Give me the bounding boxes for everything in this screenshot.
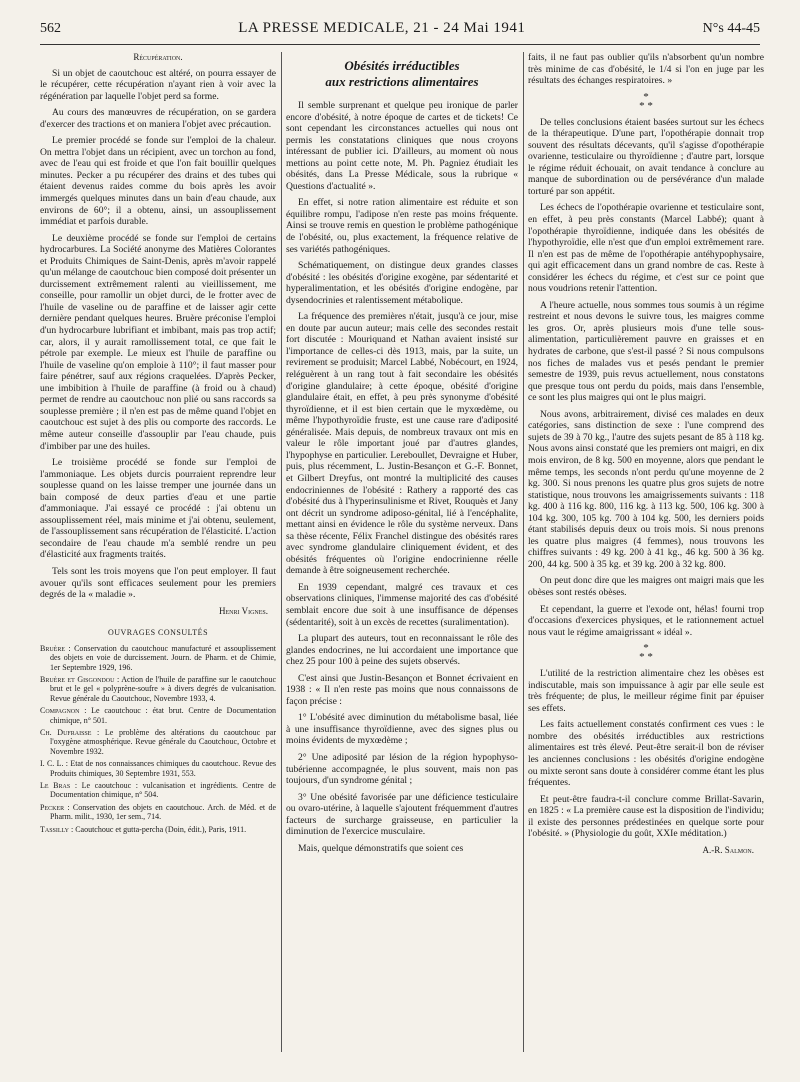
reference-text: : Etat de nos connaissances chimiques du caoutchouc. Revue des Produits chimiques, 30 Septembre 1931, 553.	[50, 759, 277, 778]
reference-text: : Conservation des objets en caoutchouc. Arch. de Méd. et de Pharm. milit., 1930, 1er sem., 714.	[50, 802, 276, 822]
reference-author: Compagnon	[40, 706, 80, 716]
reference-author: Ch. Dufraisse	[40, 727, 92, 737]
column-middle	[286, 52, 518, 859]
paragraph: Au cours des manœuvres de récupération, on se gardera d'exercer des tractions et on maniera l'objet avec précaution.	[40, 107, 276, 130]
reference-item	[40, 706, 276, 725]
paragraph: Si un objet de caoutchouc est altéré, on pourra essayer de le récupérer, cette récupération n'ayant rien à voir avec la régénération par laquelle l'objet perd sa forme.	[40, 67, 276, 102]
references-heading: OUVRAGES CONSULTÉS	[107, 628, 209, 638]
reference-item	[40, 825, 276, 834]
paragraph: 3° Une obésité favorisée par une déficience testiculaire ou ovaro-utérine, à laquelle s'ajoutent fréquemment d'autres facteurs de surcharge graisseuse, en particulier la diminution de l'exercice musculaire.	[286, 791, 518, 838]
paragraph: De telles conclusions étaient basées surtout sur les échecs de la thérapeutique. D'une part, l'opothérapie donnait trop souvent des résultats décevants, qu'il s'agisse d'opothérapie ovarienne, testiculaire ou thyroïdienne ; d'autre part, lorsque le régime réduit échouait, on avait tendance à conclure au manque de subordination ou de persévérance d'un malade torturé par son appétit.	[528, 116, 764, 197]
separator-stars: * *	[639, 99, 653, 112]
paragraph: En effet, si notre ration alimentaire est réduite et son équilibre rompu, l'adipose n'en reste pas moins fréquente. Ainsi se trouve remis en question le problème pathogénique de l'obésité, ou, plus exactement, la fréquence relative de ses variétés pathogéniques.	[286, 197, 518, 255]
paragraph: Mais, quelque démonstratifs que soient ces	[298, 842, 464, 854]
reference-item	[40, 675, 276, 703]
reference-text: : Le problème des altérations du caoutchouc par l'oxygène atmosphérique. Revue générale du Caoutchouc, Octobre et Novembre 1932.	[50, 727, 276, 756]
paragraph: Le troisième procédé se fonde sur l'emploi de l'ammoniaque. Les objets durcis pourraient reprendre leur souplesse quand on les laisse tremper une journée dans un bain composé de deux parties d'eau et une partie d'ammoniaque. J'ai essayé ce procédé : j'ai obtenu un assouplissement réel, mais minime et j'ai obtenu, seulement, de l'assouplissement sans récupération de l'élasticité. L'action secondaire de l'eau chaude m'a semblé rendre un peu d'élasticité aux fragments traités.	[40, 457, 276, 561]
section-separator	[528, 90, 764, 112]
separator-star: *	[643, 642, 649, 655]
article-title-line: aux restrictions alimentaires	[325, 74, 479, 89]
page-number: 562	[40, 21, 61, 36]
page-header	[40, 20, 760, 45]
reference-text: : Le caoutchouc : état brut. Centre de Documentation chimique, n° 501.	[50, 706, 276, 725]
paragraph: 1° L'obésité avec diminution du métabolisme basal, liée à une insuffisance thyroïdienne, avec des signes plus ou moins évidents de myxœdème ;	[286, 712, 518, 747]
paragraph: Les échecs de l'opothérapie ovarienne et testiculaire sont, en effet, à peu près constants (Marcel Labbé); quant à l'opothérapie thyroïdienne, indiquée dans les obésités de l'hypothyroïdie, elle n'est que d'un emploi extrêmement rare. Il n'en est pas de même de l'opothérapie antéhypophysaire, qui agit efficacement dans un grand nombre de cas. Reste à considérer les échecs du régime, et c'est sur ce point que nous voudrions retenir l'attention.	[528, 202, 764, 295]
column-divider	[281, 52, 282, 1052]
paragraph: Les faits actuellement constatés confirment ces vues : le nombre des obésités irréductibles aux restrictions alimentaires est très élevé. Peut-être serait-il bon de réviser les anciennes conclusions : les obésités d'origine endogène ou mixte seront sans doute à considérer comme étant les plus fréquentes.	[528, 719, 764, 789]
paragraph: 2° Une adiposité par lésion de la région hypophyso-tubérienne accompagnée, le plus souvent, mais non pas toujours, d'un syndrome génital ;	[286, 751, 518, 787]
reference-text: : Caoutchouc et gutta-percha (Doin, édit.), Paris, 1911.	[68, 824, 247, 834]
reference-author: Bruère et Gisgondou	[40, 674, 115, 684]
reference-item	[40, 781, 276, 800]
reference-text: : Conservation du caoutchouc manufacturé et assouplissement des objets en voie de durcissement. Journ. de Pharm. et de Chimie, 1er Septembre 1929, 196.	[50, 643, 276, 672]
paragraph: Nous avons, arbitrairement, divisé ces malades en deux catégories, sans distinction de sexe : l'une comprend des sujets de 39 à 70 kg., l'autre des sujets pesant de 85 à 118 kg. Nous avons ainsi constaté que les premiers ont maigri, en dix mois environ, de 8 kg. 500 en moyenne, alors que pendant le même temps, les seconds n'ont perdu qu'une moyenne de 2 kg. 300. Si nous prenons les quatre plus gros sujets de notre statistique, nous trouvons les amaigrissements suivants : 118 kg. 400 à 116 kg. 800, 116 kg. à 113 kg. 500, 106 kg. 300 à 104 kg. 300, 105 kg. 700 à 104 kg. 500, les derniers poids étant stabilisés depuis deux ou trois mois. Si nous prenons les quatre plus maigres (4 femmes), nous trouvons les chiffres suivants : 49 kg. 200 à 41 kg., 46 kg. 500 à 36 kg. 200, 44 kg. 500 à 35 kg. et 39 kg. 200 à 32 kg. 800.	[528, 408, 764, 570]
paragraph: Le premier procédé se fonde sur l'emploi de la chaleur. On mettra l'objet dans un récipient, avec un torchon au fond, avec de l'eau qui est froide et que l'on fait bouillir quelques minutes. Pecker a pu récupérer des drains et des tubes qui étaient devenus raides comme du bois après les avoir immergés quelques minutes dans un bain d'eau chaude, aux environs de 60°; il a obtenu, ainsi, un assouplissement immédiat et parfois durable.	[40, 135, 276, 228]
separator-star: *	[643, 90, 649, 103]
reference-text: : Action de l'huile de paraffine sur le caoutchouc brut et le gel « polyprène-soufre » à divers degrés de vulcanisation. Revue générale du Caoutchouc, Novembre 1933, 4.	[50, 674, 276, 703]
paragraph: La plupart des auteurs, tout en reconnaissant le rôle des glandes endocrines, ne lui accordaient une importance que chez 25 pour 100 à peine des sujets observés.	[286, 633, 518, 668]
paragraph: Et peut-être faudra-t-il conclure comme Brillat-Savarin, en 1825 : « La première cause est la disposition de l'individu; il existe des personnes prédestinées en quelque sorte pour l'obésité. » (Physiologie du goût, XXIe méditation.)	[528, 793, 764, 840]
paragraph: L'utilité de la restriction alimentaire chez les obèses est indiscutable, mais son impuissance à agir par elle seule est très fréquente; de plus, le meilleur régime finit par épuiser ses effets.	[528, 668, 764, 714]
section-separator	[528, 644, 764, 662]
paragraph: faits, il ne faut pas oublier qu'ils n'absorbent qu'un nombre très minime de cas d'obésité, le 1/4 si l'on en juge par les résultats des échanges respiratoires. »	[528, 52, 764, 87]
paragraph: Schématiquement, on distingue deux grandes classes d'obésité : les obésités d'origine exogène, par sédentarité et hyperalimentation, et les obésités d'origine endogène, par dysendocrinies et ralentissement métabolique.	[286, 260, 518, 306]
section-subhead: Récupération.	[133, 52, 183, 62]
journal-title: LA PRESSE MEDICALE, 21 - 24 Mai 1941	[238, 20, 526, 36]
reference-author: Le Bras	[40, 780, 71, 790]
article-title	[286, 58, 518, 90]
paragraph: Le deuxième procédé se fonde sur l'emploi de certains hydrocarbures. La Société anonyme des Matières Colorantes et Produits Chimiques de Saint-Denis, après m'avoir rappelé qu'un mélange de caoutchouc bien composé doit présenter un durcissement extrêmement ralenti au vieillissement, me conseille, pour ramollir un objet durci, de le frotter avec de l'huile de vaseline ou de paraffine et de laisser agir cette dernière pendant quelques heures. Bruère préconise l'emploi d'un hydrocarbure lubrifiant et imbibant, mais pas trop actif; car, alors, il y aurait ramollissement total, ce que fait le pétrole par exemple. Le mieux est l'huile de paraffine ou l'huile de vaseline qu'on emploie à 110°; il faut masser pour faire pénétrer, sauf aux régions craquelées. D'après Pecker, une imbibition à l'huile de paraffine (à froid ou à chaud) permet de rendre au caoutchouc non plié ou sans raccords sa souplesse première ; il n'en est pas de même quand l'objet en caoutchouc est sujet à des plis ou comporte des raccords. Le même auteur conseille d'assouplir par l'eau chaude, puis d'imbiber par une des huiles.	[40, 232, 276, 452]
reference-author: Tassilly	[40, 824, 69, 834]
paragraph: La fréquence des premières n'était, jusqu'à ce jour, mise en doute par aucun auteur; mais celle des secondes restait fort discutée : Mouriquand et Nathan avaient insisté sur l'importance de celles-ci dès 1913, mais, par la suite, un revirement se produisit; Marcel Labbé, Nobécourt, en 1924, reléguèrent à un rang tout à fait secondaire les obésités d'origine glandulaire; à cette époque, obésité d'origine glandulaire était, en effet, à peu près synonyme d'obésité thyroïdienne, et il est bien certain que le myxœdème, ou même l'hypothyroïdie fruste, est une cause rare d'adiposité généralisée. Mais depuis, de nombreux travaux ont mis en valeur le rôle important joué par d'autres glandes, l'hypophyse en particulier. Lereboullet, Devraigne et Huber, puis, plus récemment, L. Justin-Besançon et G.-F. Bonnet, et Gilbert Dreyfus, ont montré la multiplicité des causes endocriniennes de l'obésité : Rathery a rapporté des cas d'obésité dus à l'hyperinsulinisme et Rivet, Rouquès et Jany ont décrit un syndrome adiposo-génital, lié à l'encéphalite, mettant ainsi en évidence le rôle du système nerveux. Dans sa thèse récente, Félix Franchel distingue des obésités rares avec syndrome glandulaire cliniquement évident, et des obésités fréquentes où l'origine endocrinienne réelle demande à être soigneusement recherchée.	[286, 311, 518, 577]
paragraph: Et cependant, la guerre et l'exode ont, hélas! fourni trop d'occasions d'exercices physiques, et le rationnement actuel nous vaut le régime amaigrissant « idéal ».	[528, 603, 764, 638]
paragraph: Il semble surprenant et quelque peu ironique de parler encore d'obésité, à notre époque de cartes et de tickets! Ce sont cependant les circonstances actuelles qui nous ont permis les constatations cliniques que nous croyons intéressant de publier ici. D'ailleurs, au moment où nous mettions au point cette note, M. Ph. Pagniez étudiait les obésités, dans La Presse Médicale, sous la rubrique « Questions d'actualité ».	[286, 100, 518, 192]
paragraph: A l'heure actuelle, nous sommes tous soumis à un régime restreint et nous devons le suivre tous, les maigres comme les gros. Or, après plusieurs mois d'une telle sous-alimentation, particulièrement pauvre en graisses et en hydrates de carbone, que s'est-il passé ? Si nous compulsons nos fiches de malades vus et pesés pendant le premier semestre de 1939, puis revus actuellement, nous constatons que presque tous ont perdu du poids, mais dans l'ensemble, ce sont les plus maigres qui ont le plus maigri.	[528, 299, 764, 404]
reference-item	[40, 803, 276, 822]
paragraph: Tels sont les trois moyens que l'on peut employer. Il faut avouer qu'ils sont efficaces seulement pour les premiers degrés de la « maladie ».	[40, 565, 276, 601]
reference-author: Bruère	[40, 643, 66, 653]
issue-number: N°s 44-45	[702, 21, 760, 36]
paragraph: C'est ainsi que Justin-Besançon et Bonnet écrivaient en 1938 : « Il n'en reste pas moins que nous connaissons de façon précise :	[286, 672, 518, 707]
column-left	[40, 52, 276, 837]
reference-author: Pecker	[40, 802, 65, 812]
author-signature: A.-R. Salmon.	[702, 844, 754, 855]
reference-item	[40, 728, 276, 756]
column-divider	[523, 52, 524, 1052]
article-title-line: Obésités irréductibles	[344, 58, 460, 73]
reference-item	[40, 644, 276, 672]
reference-text: : Le caoutchouc : vulcanisation et ingrédients. Centre de Documentation chimique, n° 504.	[50, 780, 276, 800]
separator-stars: * *	[639, 651, 653, 664]
reference-author: I. C. L.	[40, 759, 64, 769]
column-right	[528, 52, 764, 856]
paragraph: En 1939 cependant, malgré ces travaux et ces observations cliniques, l'immense majorité des cas d'obésité semblait encore due soit à une insuffisance de dépenses (sédentarité), soit à un excès de recettes (suralimentation).	[286, 581, 518, 628]
references-list	[40, 644, 276, 834]
author-signature: Henri Vignes.	[218, 605, 268, 616]
reference-item	[40, 759, 276, 778]
paragraph: On peut donc dire que les maigres ont maigri mais que les obèses sont restés obèses.	[528, 575, 764, 598]
